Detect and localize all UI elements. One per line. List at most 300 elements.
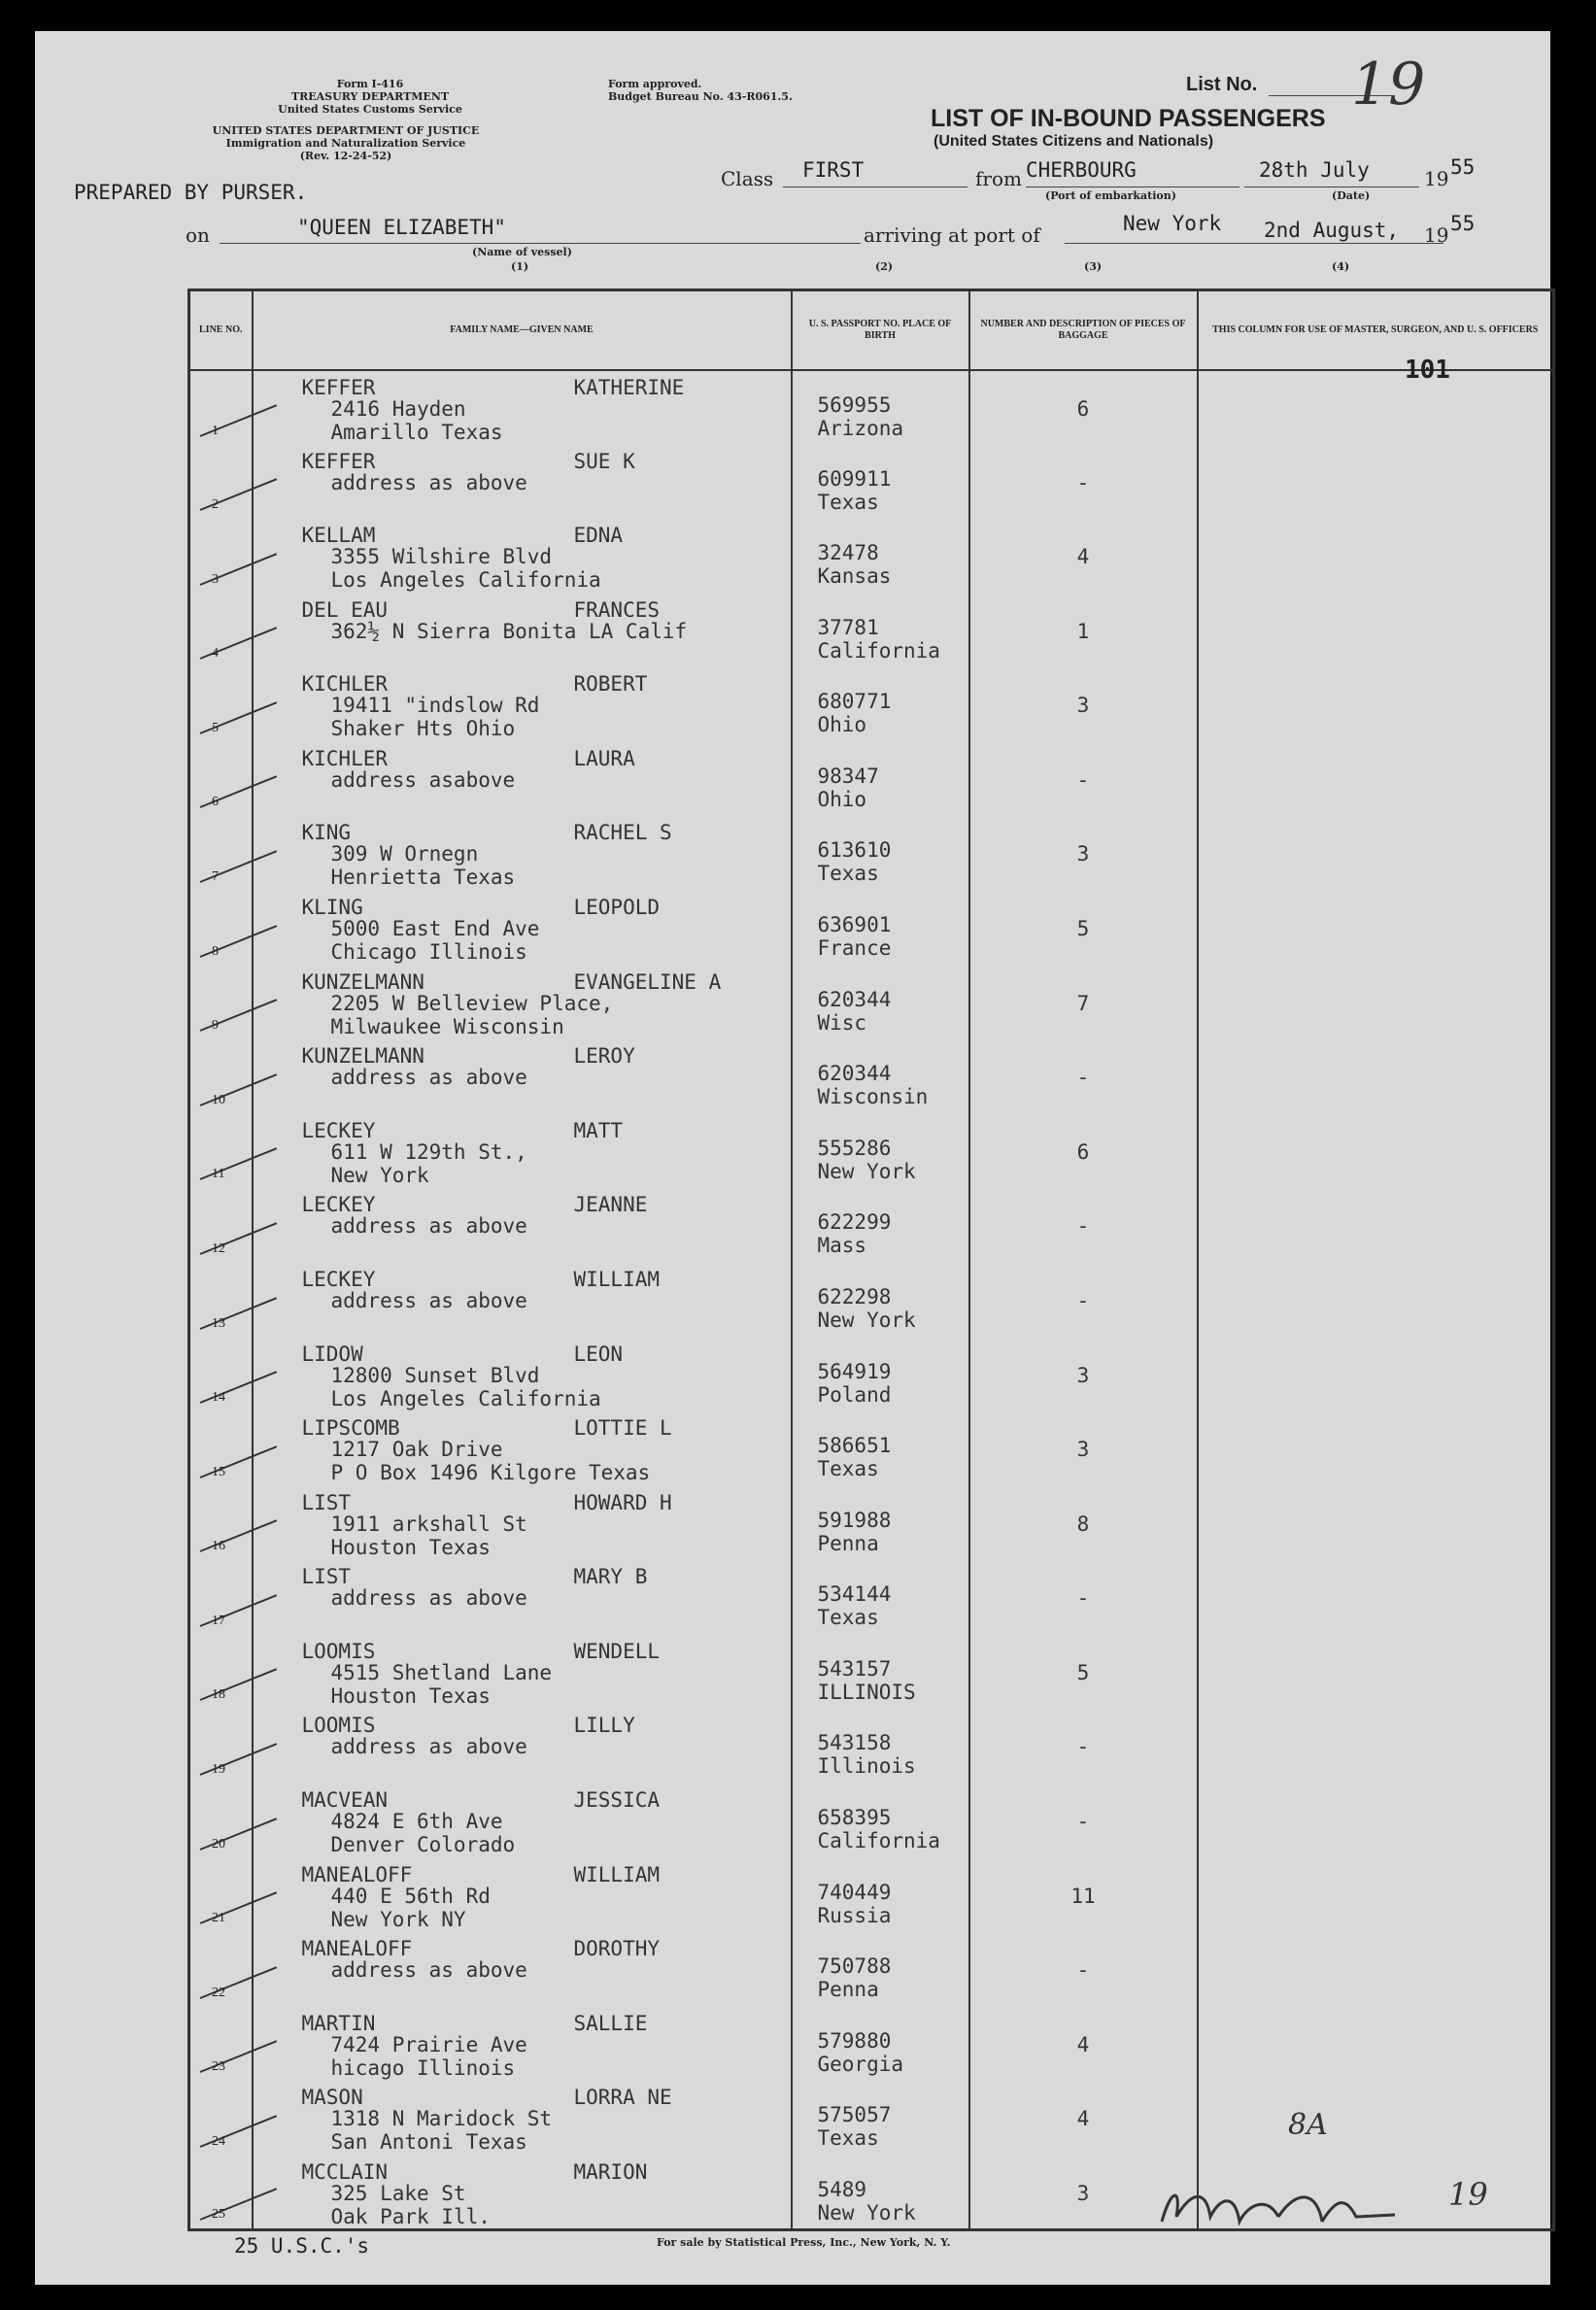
name-cell xyxy=(253,594,792,668)
given-name: EVANGELINE A xyxy=(573,969,722,994)
given-name: WILLIAM xyxy=(573,1267,661,1291)
baggage-count: - xyxy=(1076,1066,1090,1090)
officers-cell xyxy=(1198,1783,1554,1858)
line-number: 19 xyxy=(212,1761,225,1777)
address-line-1: 1318 N Maridock St xyxy=(330,2107,553,2131)
arrival-year-label: 19 xyxy=(1424,223,1449,247)
date-value: 28th July xyxy=(1259,158,1370,182)
address-line-2: Milwaukee Wisconsin xyxy=(330,1014,564,1038)
officers-cell xyxy=(1198,594,1554,668)
on-label: on xyxy=(186,223,210,247)
passport-number: 591988 xyxy=(817,1508,892,1532)
given-name: JEANNE xyxy=(573,1193,648,1217)
address-line-1: 325 Lake St xyxy=(330,2181,466,2205)
table-row xyxy=(189,742,1554,817)
family-name: MARTIN xyxy=(301,2011,376,2035)
from-label: from xyxy=(975,167,1022,190)
table-row xyxy=(189,1635,1554,1710)
baggage-count: - xyxy=(1076,1809,1090,1833)
year-value: 55 xyxy=(1450,155,1476,179)
customs-service: United States Customs Service xyxy=(278,103,462,116)
name-cell xyxy=(253,966,792,1040)
passport-number: 622298 xyxy=(817,1284,892,1308)
officers-cell xyxy=(1198,816,1554,891)
table-row xyxy=(189,1039,1554,1114)
passport-number: 609911 xyxy=(817,466,892,491)
col2-caption: (2) xyxy=(875,260,894,273)
given-name: FRANCES xyxy=(573,597,661,622)
baggage-count: - xyxy=(1076,470,1090,494)
line-number-cell xyxy=(189,1263,253,1338)
passport-cell xyxy=(792,519,969,594)
given-name: MARION xyxy=(573,2159,648,2184)
name-cell xyxy=(253,816,792,891)
passport-number: 534144 xyxy=(817,1582,892,1607)
line-number-cell xyxy=(189,2156,253,2230)
baggage-cell xyxy=(969,370,1198,445)
passport-number: 680771 xyxy=(817,690,892,714)
arriving-label: arriving at port of xyxy=(864,223,1040,247)
family-name: LIDOW xyxy=(301,1342,363,1366)
baggage-cell xyxy=(969,742,1198,817)
line-number: 11 xyxy=(212,1167,225,1182)
passport-cell xyxy=(792,445,969,520)
line-number-cell xyxy=(189,2007,253,2082)
officers-cell xyxy=(1198,2081,1554,2156)
line-number-cell xyxy=(189,1486,253,1561)
passport-cell xyxy=(792,1932,969,2007)
line-number-cell xyxy=(189,519,253,594)
family-name: KEFFER xyxy=(301,449,376,473)
family-name: KEFFER xyxy=(301,376,376,399)
table-row xyxy=(189,816,1554,891)
family-name: KELLAM xyxy=(301,524,376,548)
officers-cell xyxy=(1198,742,1554,817)
address-line-2: Los Angeles California xyxy=(330,1386,601,1410)
place-of-birth: Texas xyxy=(817,2126,879,2151)
table-row xyxy=(189,1114,1554,1189)
passport-cell xyxy=(792,370,969,445)
address-line-1: address as above xyxy=(330,470,527,494)
passport-cell xyxy=(792,1263,969,1338)
table-header-row xyxy=(189,290,1554,371)
name-cell xyxy=(253,1338,792,1412)
vessel-caption: (Name of vessel) xyxy=(472,246,572,258)
passenger-table xyxy=(187,289,1555,2231)
table-row xyxy=(189,1188,1554,1263)
table-row xyxy=(189,1709,1554,1783)
header-baggage: NUMBER AND DESCRIPTION OF PIECES OF BAGGAGE xyxy=(969,290,1198,371)
place-of-birth: Illinois xyxy=(817,1754,916,1779)
given-name: WENDELL xyxy=(573,1639,661,1663)
table-row xyxy=(189,891,1554,966)
baggage-count: 3 xyxy=(1076,2181,1090,2205)
line-number: 25 xyxy=(212,2207,225,2222)
baggage-count: 3 xyxy=(1076,1363,1090,1387)
given-name: EDNA xyxy=(573,524,624,548)
address-line-1: address as above xyxy=(330,1288,527,1312)
officers-cell xyxy=(1198,966,1554,1040)
name-cell xyxy=(253,1188,792,1263)
baggage-cell xyxy=(969,816,1198,891)
line-number: 15 xyxy=(212,1464,225,1479)
list-no-label: List No. xyxy=(1186,74,1258,95)
name-cell xyxy=(253,2156,792,2230)
baggage-count: 3 xyxy=(1076,842,1090,866)
line-number: 13 xyxy=(212,1315,225,1331)
line-number: 16 xyxy=(212,1539,225,1554)
officers-cell xyxy=(1198,1486,1554,1561)
address-line-1: address asabove xyxy=(330,767,516,792)
port-caption: (Port of embarkation) xyxy=(1045,189,1176,202)
officers-cell xyxy=(1198,1709,1554,1783)
line-number: 7 xyxy=(212,869,219,885)
address-line-2: Los Angeles California xyxy=(330,568,601,593)
baggage-cell xyxy=(969,2007,1198,2082)
signature-scribble xyxy=(1152,2168,1405,2236)
baggage-count: - xyxy=(1076,1735,1090,1759)
name-cell xyxy=(253,1635,792,1710)
place-of-birth: Penna xyxy=(817,1531,879,1555)
baggage-cell xyxy=(969,1560,1198,1635)
place-of-birth: California xyxy=(817,638,940,662)
passport-cell xyxy=(792,966,969,1040)
passport-cell xyxy=(792,667,969,742)
baggage-count: 6 xyxy=(1076,1139,1090,1164)
baggage-cell xyxy=(969,1263,1198,1338)
place-of-birth: Wisconsin xyxy=(817,1085,929,1109)
line-number: 18 xyxy=(212,1687,225,1703)
baggage-count: 4 xyxy=(1076,2032,1090,2056)
table-row xyxy=(189,1411,1554,1486)
place-of-birth: Georgia xyxy=(817,2052,904,2076)
passport-number: 543158 xyxy=(817,1731,892,1755)
line-number-cell xyxy=(189,1411,253,1486)
address-line-1: address as above xyxy=(330,1586,527,1611)
table-row xyxy=(189,594,1554,668)
given-name: DOROTHY xyxy=(573,1937,661,1961)
col1-caption: (1) xyxy=(511,260,529,273)
passport-number: 32478 xyxy=(817,541,879,565)
family-name: LECKEY xyxy=(301,1267,376,1291)
address-line-2: P O Box 1496 Kilgore Texas xyxy=(330,1461,651,1485)
baggage-cell xyxy=(969,891,1198,966)
vessel-name: "QUEEN ELIZABETH" xyxy=(297,216,506,239)
manifest-sheet xyxy=(35,31,1550,2285)
place-of-birth: Texas xyxy=(817,1457,879,1481)
address-line-2: Amarillo Texas xyxy=(330,421,503,444)
passport-cell xyxy=(792,2007,969,2082)
baggage-count: 1 xyxy=(1076,619,1090,643)
officers-cell xyxy=(1198,1114,1554,1189)
baggage-count: 11 xyxy=(1070,1884,1096,1908)
officers-cell xyxy=(1198,370,1554,445)
baggage-cell xyxy=(969,594,1198,668)
baggage-cell xyxy=(969,519,1198,594)
passport-number: 586651 xyxy=(817,1434,892,1458)
address-line-1: address as above xyxy=(330,1214,527,1239)
place-of-birth: Arizona xyxy=(817,417,904,440)
address-line-1: 2205 W Belleview Place, xyxy=(330,991,614,1015)
passport-number: 37781 xyxy=(817,615,879,639)
address-line-1: 5000 East End Ave xyxy=(330,917,540,941)
place-of-birth: New York xyxy=(817,1308,916,1332)
address-line-1: 1217 Oak Drive xyxy=(330,1438,503,1462)
passport-number: 620344 xyxy=(817,1062,892,1086)
baggage-cell xyxy=(969,445,1198,520)
passport-number: 5489 xyxy=(817,2177,867,2201)
address-line-2: Houston Texas xyxy=(330,1683,491,1708)
address-line-2: Denver Colorado xyxy=(330,1832,516,1856)
family-name: KICHLER xyxy=(301,672,389,696)
passport-cell xyxy=(792,1486,969,1561)
family-name: LECKEY xyxy=(301,1193,376,1217)
line-number: 24 xyxy=(212,2133,225,2149)
place-of-birth: France xyxy=(817,936,892,961)
address-line-1: 3355 Wilshire Blvd xyxy=(330,545,553,569)
place-of-birth: Russia xyxy=(817,1903,892,1927)
address-line-2: Shaker Hts Ohio xyxy=(330,717,516,741)
line-number-cell xyxy=(189,1338,253,1412)
table-row xyxy=(189,370,1554,445)
place-of-birth: Texas xyxy=(817,1606,879,1630)
officers-cell xyxy=(1198,667,1554,742)
form-header-justice xyxy=(190,124,501,162)
address-line-2: New York xyxy=(330,1163,429,1187)
address-line-1: 12800 Sunset Blvd xyxy=(330,1363,540,1387)
name-cell xyxy=(253,519,792,594)
passport-number: 750788 xyxy=(817,1954,892,1979)
name-cell xyxy=(253,891,792,966)
place-of-birth: Penna xyxy=(817,1978,879,2002)
address-line-1: 362½ N Sierra Bonita LA Calif xyxy=(330,619,688,643)
address-line-2: Henrietta Texas xyxy=(330,866,516,890)
family-name: MACVEAN xyxy=(301,1787,389,1812)
family-name: LECKEY xyxy=(301,1118,376,1142)
line-number: 21 xyxy=(212,1911,225,1926)
table-row xyxy=(189,1560,1554,1635)
officers-cell xyxy=(1198,1338,1554,1412)
line-number: 6 xyxy=(212,795,219,810)
year-label: 19 xyxy=(1424,167,1449,190)
given-name: LEON xyxy=(573,1342,624,1366)
form-approved xyxy=(608,78,793,103)
line-number: 9 xyxy=(212,1018,219,1034)
name-cell xyxy=(253,2007,792,2082)
passport-number: 622299 xyxy=(817,1210,892,1235)
passport-number: 555286 xyxy=(817,1136,892,1160)
date-caption: (Date) xyxy=(1332,189,1371,202)
table-row xyxy=(189,667,1554,742)
justice-dept: UNITED STATES DEPARTMENT OF JUSTICE xyxy=(212,124,480,137)
passport-cell xyxy=(792,1783,969,1858)
passport-cell xyxy=(792,816,969,891)
passport-cell xyxy=(792,1188,969,1263)
family-name: LOOMIS xyxy=(301,1639,376,1663)
revision: (Rev. 12-24-52) xyxy=(299,150,392,162)
name-cell xyxy=(253,1411,792,1486)
given-name: SALLIE xyxy=(573,2011,648,2035)
name-cell xyxy=(253,370,792,445)
family-name: MANEALOFF xyxy=(301,1862,413,1886)
given-name: LEOPOLD xyxy=(573,896,661,920)
baggage-count: 4 xyxy=(1076,545,1090,569)
given-name: LOTTIE L xyxy=(573,1416,672,1441)
family-name: KING xyxy=(301,821,352,845)
passport-number: 740449 xyxy=(817,1880,892,1904)
baggage-count: 6 xyxy=(1076,397,1090,421)
name-cell xyxy=(253,742,792,817)
document-subtitle: (United States Citizens and Nationals) xyxy=(934,133,1214,150)
passport-number: 569955 xyxy=(817,393,892,417)
table-row xyxy=(189,1338,1554,1412)
address-line-2: Oak Park Ill. xyxy=(330,2204,491,2228)
place-of-birth: ILLINOIS xyxy=(817,1680,916,1704)
officers-cell xyxy=(1198,1635,1554,1710)
signature-note: 8A xyxy=(1288,2108,1328,2142)
passport-cell xyxy=(792,1411,969,1486)
passport-cell xyxy=(792,1039,969,1114)
given-name: ROBERT xyxy=(573,672,648,696)
table-row xyxy=(189,1263,1554,1338)
line-number: 17 xyxy=(212,1613,225,1628)
table-row xyxy=(189,2081,1554,2156)
passport-number: 658395 xyxy=(817,1805,892,1829)
passport-cell xyxy=(792,594,969,668)
baggage-count: - xyxy=(1076,1214,1090,1239)
passport-number: 98347 xyxy=(817,764,879,788)
name-cell xyxy=(253,445,792,520)
baggage-cell xyxy=(969,1338,1198,1412)
address-line-1: 611 W 129th St., xyxy=(330,1139,527,1164)
given-name: LEROY xyxy=(573,1044,635,1069)
col4-caption: (4) xyxy=(1332,260,1350,273)
arrival-line xyxy=(1065,243,1443,244)
name-cell xyxy=(253,1114,792,1189)
line-number-cell xyxy=(189,1783,253,1858)
baggage-cell xyxy=(969,1635,1198,1710)
table-row xyxy=(189,1486,1554,1561)
given-name: WILLIAM xyxy=(573,1862,661,1886)
line-number-cell xyxy=(189,1635,253,1710)
officers-cell xyxy=(1198,1858,1554,1933)
place-of-birth: Wisc xyxy=(817,1010,867,1035)
given-name: JESSICA xyxy=(573,1787,661,1812)
name-cell xyxy=(253,1709,792,1783)
header-name: FAMILY NAME—GIVEN NAME xyxy=(253,290,792,371)
family-name: KICHLER xyxy=(301,746,389,770)
line-number: 1 xyxy=(212,423,219,438)
address-line-2: New York NY xyxy=(330,1907,466,1931)
passport-number: 613610 xyxy=(817,838,892,863)
line-number-cell xyxy=(189,1039,253,1114)
officers-cell xyxy=(1198,1411,1554,1486)
officers-cell xyxy=(1198,891,1554,966)
officers-cell xyxy=(1198,519,1554,594)
given-name: KATHERINE xyxy=(573,376,685,399)
address-line-2: Houston Texas xyxy=(330,1535,491,1559)
family-name: KLING xyxy=(301,896,363,920)
line-number-cell xyxy=(189,742,253,817)
baggage-cell xyxy=(969,1188,1198,1263)
officers-cell xyxy=(1198,445,1554,520)
name-cell xyxy=(253,2081,792,2156)
line-number: 8 xyxy=(212,943,219,959)
table-row xyxy=(189,1783,1554,1858)
family-name: KUNZELMANN xyxy=(301,1044,424,1069)
line-number: 14 xyxy=(212,1390,225,1406)
header-line-no: LINE NO. xyxy=(189,290,253,371)
baggage-count: 8 xyxy=(1076,1512,1090,1536)
table-row xyxy=(189,1932,1554,2007)
name-cell xyxy=(253,1486,792,1561)
name-cell xyxy=(253,1263,792,1338)
officers-cell xyxy=(1198,1560,1554,1635)
officers-cell xyxy=(1198,1188,1554,1263)
officers-cell xyxy=(1198,1039,1554,1114)
document-title: LIST OF IN-BOUND PASSENGERS xyxy=(931,105,1326,132)
table-row xyxy=(189,519,1554,594)
given-name: RACHEL S xyxy=(573,821,672,845)
baggage-cell xyxy=(969,1932,1198,2007)
line-number-cell xyxy=(189,370,253,445)
address-line-2: hicago Illinois xyxy=(330,2055,516,2080)
place-of-birth: Kansas xyxy=(817,564,892,589)
line-number: 2 xyxy=(212,497,219,513)
line-number-cell xyxy=(189,1932,253,2007)
baggage-count: - xyxy=(1076,1586,1090,1611)
address-line-1: address as above xyxy=(330,1735,527,1759)
arrival-port: New York xyxy=(1123,212,1222,235)
budget-bureau: Budget Bureau No. 43-R061.5. xyxy=(608,90,793,103)
table-row xyxy=(189,2007,1554,2082)
place-of-birth: Mass xyxy=(817,1234,867,1258)
line-number: 23 xyxy=(212,2059,225,2075)
baggage-count: 5 xyxy=(1076,1660,1090,1684)
baggage-cell xyxy=(969,1039,1198,1114)
line-number-cell xyxy=(189,1858,253,1933)
given-name: SUE K xyxy=(573,449,635,473)
place-of-birth: Ohio xyxy=(817,787,867,811)
address-line-1: 19411 "indslow Rd xyxy=(330,694,540,718)
table-row xyxy=(189,1858,1554,1933)
baggage-cell xyxy=(969,1486,1198,1561)
passport-cell xyxy=(792,1114,969,1189)
footer-left: 25 U.S.C.'s xyxy=(234,2234,370,2258)
baggage-count: 4 xyxy=(1076,2107,1090,2131)
line-number-cell xyxy=(189,1560,253,1635)
family-name: MCCLAIN xyxy=(301,2159,389,2184)
given-name: MATT xyxy=(573,1118,624,1142)
treasury-dept: TREASURY DEPARTMENT xyxy=(290,90,450,103)
table-row xyxy=(189,966,1554,1040)
col3-caption: (3) xyxy=(1084,260,1103,273)
line-number-cell xyxy=(189,594,253,668)
address-line-1: 7424 Prairie Ave xyxy=(330,2032,527,2056)
list-no-handwritten: 19 xyxy=(1351,51,1426,119)
address-line-1: 309 W Ornegn xyxy=(330,842,479,866)
name-cell xyxy=(253,667,792,742)
header-passport: U. S. PASSPORT NO. PLACE OF BIRTH xyxy=(792,290,969,371)
family-name: LIST xyxy=(301,1565,352,1589)
passport-cell xyxy=(792,2081,969,2156)
baggage-cell xyxy=(969,1411,1198,1486)
passport-cell xyxy=(792,742,969,817)
line-number: 12 xyxy=(212,1240,225,1256)
passport-number: 579880 xyxy=(817,2028,892,2053)
family-name: DEL EAU xyxy=(301,597,389,622)
address-line-1: 2416 Hayden xyxy=(330,397,466,421)
